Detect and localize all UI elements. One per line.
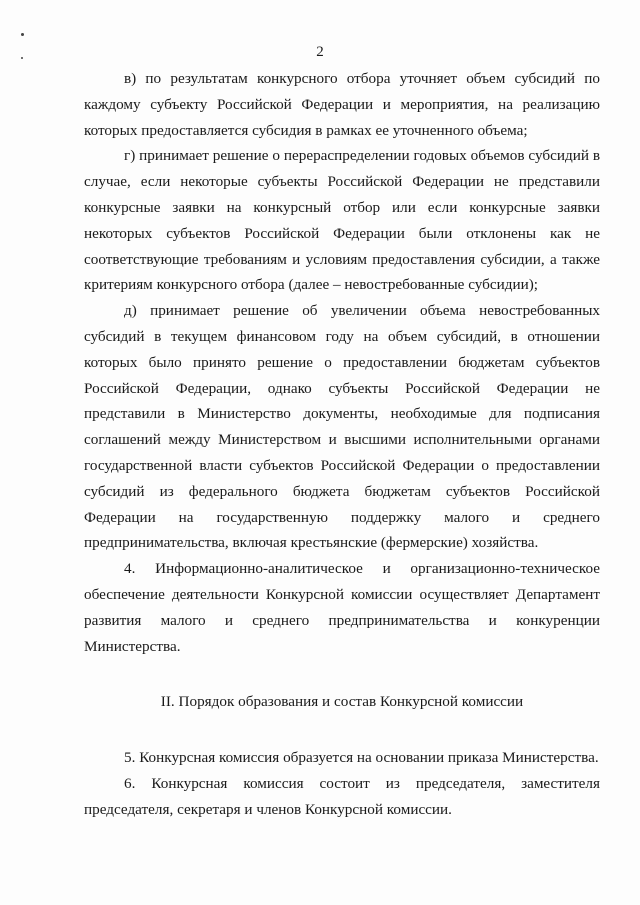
- page-number: 2: [316, 44, 324, 60]
- paragraph-v: в) по результатам конкурсного отбора уточняет объем субсидий по каждому субъекту Российской Федерации и мероприятия, на реализацию которых предоставляется субсидия в рамках ее уточненного объема;: [84, 70, 600, 139]
- paragraph-g: г) принимает решение о перераспределении годовых объемов субсидий в случае, если некоторые субъекты Российской Федерации не представили конкурсные заявки на конкурсный отбор или если конкурсные заявки некоторых субъектов Российской Федерации были отклонены как не соответствующие требованиям и условиям предоставления субсидии, а также критериям конкурсного отбора (далее – невостребованные субсидии);: [84, 147, 600, 294]
- paragraph-d: д) принимает решение об увеличении объема невостребованных субсидий в текущем финансовом году на объем субсидий, в отношении которых было принято решение о предоставлении бюджетам субъектов Российской Федерации, однако субъекты Российской Федерации не представили в Министерство документы, необходимые для подписания соглашений между Министерством и высшими исполнительными органами государственной власти субъектов Российской Федерации о предоставлении субсидий из федерального бюджета бюджетам субъектов Российской Федерации на государственную поддержку малого и среднего предпринимательства, включая крестьянские (фермерские) хозяйства.: [84, 302, 600, 552]
- paragraph-6: 6. Конкурсная комиссия состоит из председателя, заместителя председателя, секретаря и членов Конкурсной комиссии.: [84, 774, 600, 818]
- document-body: [84, 66, 600, 823]
- paragraph-4: 4. Информационно-аналитическое и организационно-техническое обеспечение деятельности Конкурсной комиссии осуществляет Департамент развития малого и среднего предпринимательства и конкуренции Министерства.: [84, 560, 600, 655]
- section-heading: II. Порядок образования и состав Конкурсной комиссии: [160, 693, 524, 711]
- scan-speck: [21, 33, 24, 36]
- paragraph-5: 5. Конкурсная комиссия образуется на основании приказа Министерства.: [124, 749, 599, 767]
